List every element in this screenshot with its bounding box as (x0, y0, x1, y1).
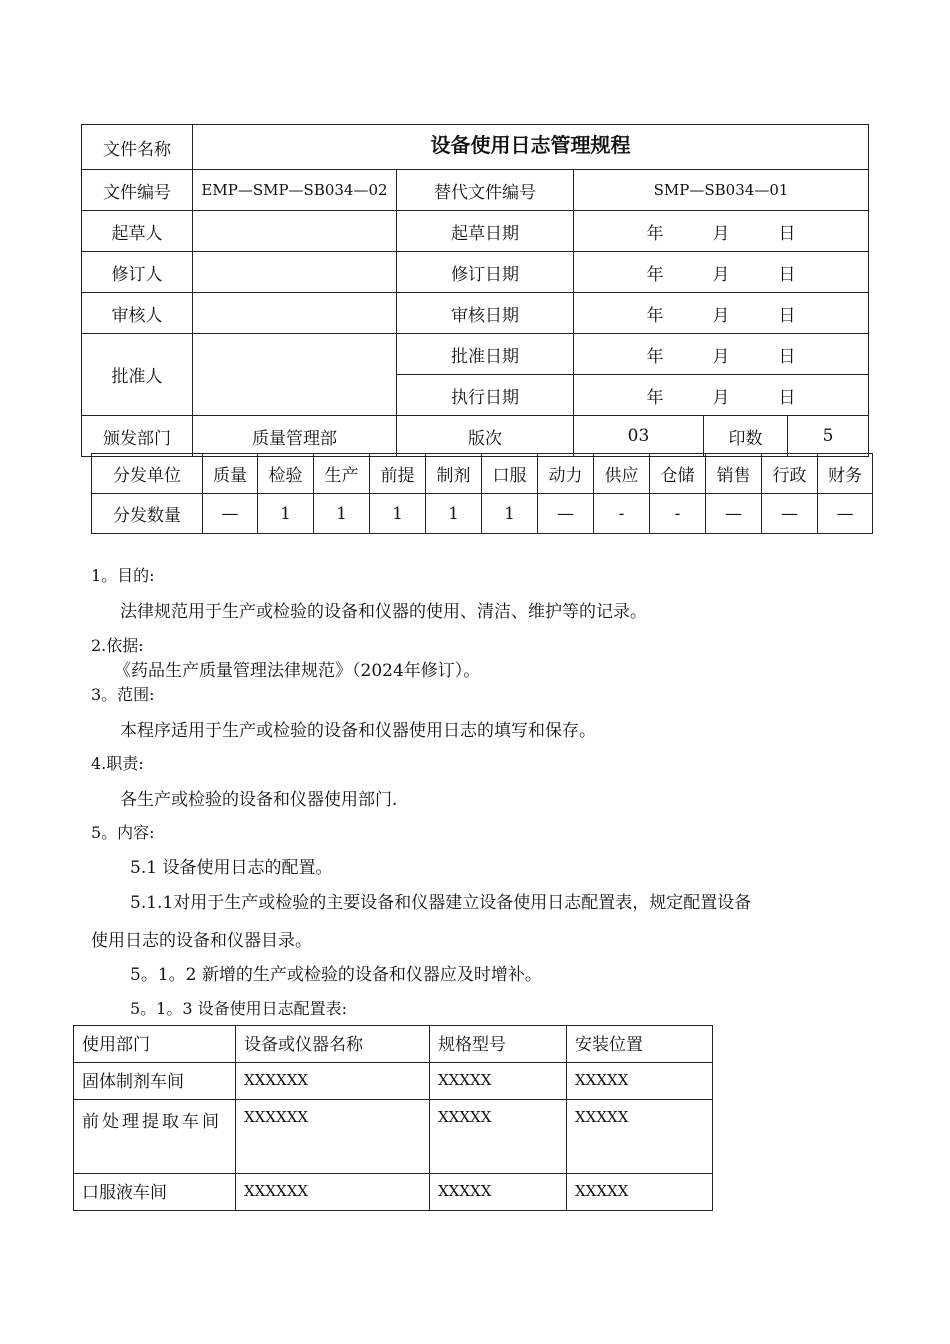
approver-label: 批准人 (82, 334, 193, 416)
approve-date-value: 年 月 日 (574, 334, 869, 375)
location-cell: XXXXX (567, 1174, 713, 1211)
table-row (74, 1063, 713, 1100)
reviser-value (193, 252, 397, 293)
dist-qty: - (594, 494, 650, 534)
reviewer-value (193, 293, 397, 334)
column-header: 设备或仪器名称 (236, 1026, 430, 1063)
dist-unit: 动力 (538, 454, 594, 494)
issue-dept-label: 颁发部门 (82, 416, 193, 457)
section-5-1-3: 5。1。3 设备使用日志配置表: (130, 999, 348, 1018)
section-4-heading: 4.职责: (91, 754, 144, 773)
column-header: 规格型号 (430, 1026, 567, 1063)
distribution-unit-row (92, 454, 873, 494)
location-cell: XXXXX (567, 1100, 713, 1174)
equipment-log-config-table (73, 1025, 713, 1211)
dist-unit-label: 分发单位 (92, 454, 203, 494)
dept-cell: 固体制剂车间 (74, 1063, 236, 1100)
section-5-1-1-line1: 5.1.1对用于生产或检验的主要设备和仪器建立设备使用日志配置表，规定配置设备 (130, 893, 752, 913)
section-2-text: 《药品生产质量管理法律规范》（2024年修订）。 (114, 661, 481, 681)
dist-qty: 1 (258, 494, 314, 534)
section-5-heading: 5。内容: (91, 823, 155, 842)
dist-unit: 销售 (706, 454, 762, 494)
model-cell: XXXXX (430, 1100, 567, 1174)
review-date-value: 年 月 日 (574, 293, 869, 334)
dist-qty: — (203, 494, 258, 534)
dist-unit: 财务 (818, 454, 873, 494)
dist-unit: 行政 (762, 454, 818, 494)
dist-qty: - (650, 494, 706, 534)
replace-no-label: 替代文件编号 (397, 170, 574, 211)
exec-date-value: 年 月 日 (574, 375, 869, 416)
table-header-row (74, 1026, 713, 1063)
column-header: 使用部门 (74, 1026, 236, 1063)
copies-value: 5 (788, 416, 869, 457)
model-cell: XXXXX (430, 1174, 567, 1211)
drafter-label: 起草人 (82, 211, 193, 252)
revise-date-value: 年 月 日 (574, 252, 869, 293)
equipment-name-cell: XXXXXX (236, 1174, 430, 1211)
section-3-heading: 3。范围: (91, 685, 155, 704)
dist-qty: 1 (370, 494, 426, 534)
dist-qty-label: 分发数量 (92, 494, 203, 534)
dist-unit: 生产 (314, 454, 370, 494)
issue-dept-value: 质量管理部 (193, 416, 397, 457)
section-5-1: 5.1 设备使用日志的配置。 (130, 858, 333, 878)
draft-date-label: 起草日期 (397, 211, 574, 252)
section-2-heading: 2.依据: (91, 636, 144, 655)
dist-unit: 口服 (482, 454, 538, 494)
dist-qty: — (818, 494, 873, 534)
version-value: 03 (574, 416, 704, 457)
doc-no-label: 文件编号 (82, 170, 193, 211)
dist-unit: 制剂 (426, 454, 482, 494)
doc-name-label: 文件名称 (82, 125, 193, 170)
distribution-table (91, 453, 873, 534)
distribution-qty-row (92, 494, 873, 534)
document-header-table (81, 124, 869, 457)
dist-unit: 质量 (203, 454, 258, 494)
section-4-text: 各生产或检验的设备和仪器使用部门. (120, 790, 398, 810)
dist-qty: — (538, 494, 594, 534)
revise-date-label: 修订日期 (397, 252, 574, 293)
equipment-name-cell: XXXXXX (236, 1063, 430, 1100)
dist-unit: 前提 (370, 454, 426, 494)
replace-no-value: SMP—SB034—01 (574, 170, 869, 211)
dist-qty: 1 (482, 494, 538, 534)
model-cell: XXXXX (430, 1063, 567, 1100)
document-title: 设备使用日志管理规程 (193, 125, 869, 170)
exec-date-label: 执行日期 (397, 375, 574, 416)
equipment-name-cell: XXXXXX (236, 1100, 430, 1174)
drafter-value (193, 211, 397, 252)
reviser-label: 修订人 (82, 252, 193, 293)
copies-label: 印数 (704, 416, 788, 457)
section-1-heading: 1。目的: (91, 566, 155, 585)
section-1-text: 法律规范用于生产或检验的设备和仪器的使用、清洁、维护等的记录。 (120, 602, 647, 622)
dept-cell: 前处理提取车间 (74, 1100, 236, 1174)
reviewer-label: 审核人 (82, 293, 193, 334)
approve-date-label: 批准日期 (397, 334, 574, 375)
review-date-label: 审核日期 (397, 293, 574, 334)
location-cell: XXXXX (567, 1063, 713, 1100)
dist-qty: 1 (314, 494, 370, 534)
dist-unit: 供应 (594, 454, 650, 494)
doc-no-value: EMP—SMP—SB034—02 (193, 170, 397, 211)
section-3-text: 本程序适用于生产或检验的设备和仪器使用日志的填写和保存。 (120, 721, 596, 741)
dist-unit: 检验 (258, 454, 314, 494)
approver-value (193, 334, 397, 416)
section-5-1-2: 5。1。2 新增的生产或检验的设备和仪器应及时增补。 (130, 965, 542, 985)
dist-unit: 仓储 (650, 454, 706, 494)
version-label: 版次 (397, 416, 574, 457)
table-row (74, 1100, 713, 1174)
section-5-1-1-line2: 使用日志的设备和仪器目录。 (91, 931, 312, 951)
dept-cell: 口服液车间 (74, 1174, 236, 1211)
column-header: 安装位置 (567, 1026, 713, 1063)
dist-qty: — (706, 494, 762, 534)
table-row (74, 1174, 713, 1211)
draft-date-value: 年 月 日 (574, 211, 869, 252)
dist-qty: 1 (426, 494, 482, 534)
dist-qty: — (762, 494, 818, 534)
